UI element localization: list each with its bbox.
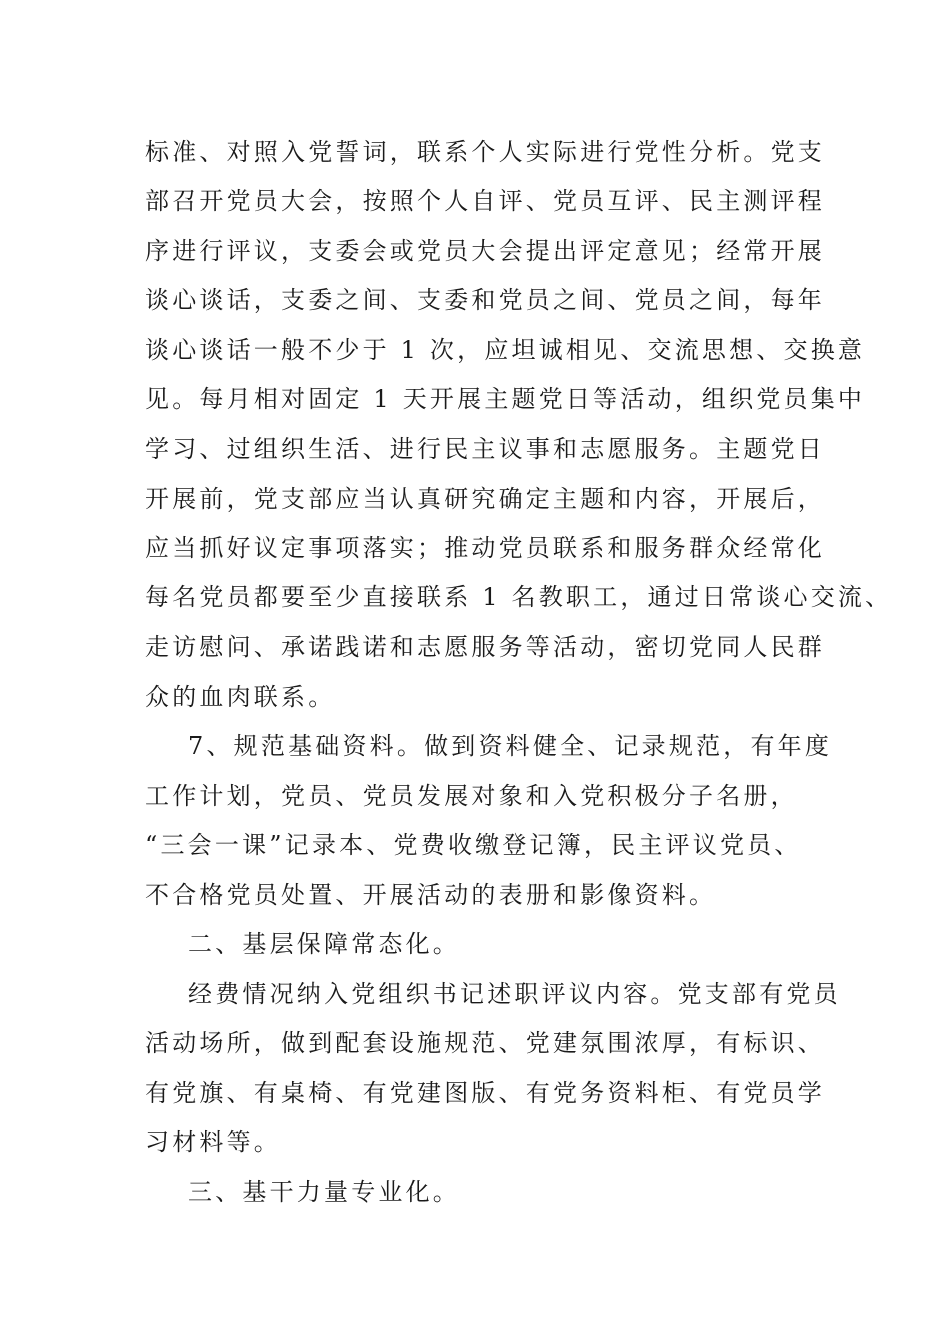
paragraph-line: 序进行评议，支委会或党员大会提出评定意见；经常开展 <box>145 237 825 265</box>
section-heading: 三、基干力量专业化。 <box>188 1178 460 1206</box>
paragraph-line: 学习、过组织生活、进行民主议事和志愿服务。主题党日 <box>145 435 825 463</box>
section-item-7: 7、规范基础资料。做到资料健全、记录规范，有年度 <box>188 732 833 760</box>
paragraph-line: 不合格党员处置、开展活动的表册和影像资料。 <box>145 881 717 909</box>
paragraph-line: 工作计划，党员、党员发展对象和入党积极分子名册， <box>145 782 798 810</box>
paragraph-line: 开展前，党支部应当认真研究确定主题和内容，开展后， <box>145 485 825 513</box>
paragraph-line: 有党旗、有桌椅、有党建图版、有党务资料柜、有党员学 <box>145 1079 825 1107</box>
paragraph-line: 见。每月相对固定 1 天开展主题党日等活动，组织党员集中 <box>145 385 866 413</box>
paragraph-line: 活动场所，做到配套设施规范、党建氛围浓厚，有标识、 <box>145 1029 825 1057</box>
paragraph-line: 每名党员都要至少直接联系 1 名教职工，通过日常谈心交流、 <box>145 583 893 611</box>
paragraph-first-line: 经费情况纳入党组织书记述职评议内容。党支部有党员 <box>188 980 841 1008</box>
paragraph-line: 部召开党员大会，按照个人自评、党员互评、民主测评程 <box>145 187 825 215</box>
paragraph-line: 应当抓好议定事项落实；推动党员联系和服务群众经常化 <box>145 534 825 562</box>
section-heading: 二、基层保障常态化。 <box>188 930 460 958</box>
paragraph-line: 谈心谈话一般不少于 1 次，应坦诚相见、交流思想、交换意 <box>145 336 866 364</box>
paragraph-line: 众的血肉联系。 <box>145 683 336 711</box>
paragraph-line: 谈心谈话，支委之间、支委和党员之间、党员之间，每年 <box>145 286 825 314</box>
paragraph-line: 习材料等。 <box>145 1128 281 1156</box>
paragraph-line: “三会一课”记录本、党费收缴登记簿，民主评议党员、 <box>145 831 802 859</box>
paragraph-line: 走访慰问、承诺践诺和志愿服务等活动，密切党同人民群 <box>145 633 825 661</box>
paragraph-line: 标准、对照入党誓词，联系个人实际进行党性分析。党支 <box>145 138 825 166</box>
